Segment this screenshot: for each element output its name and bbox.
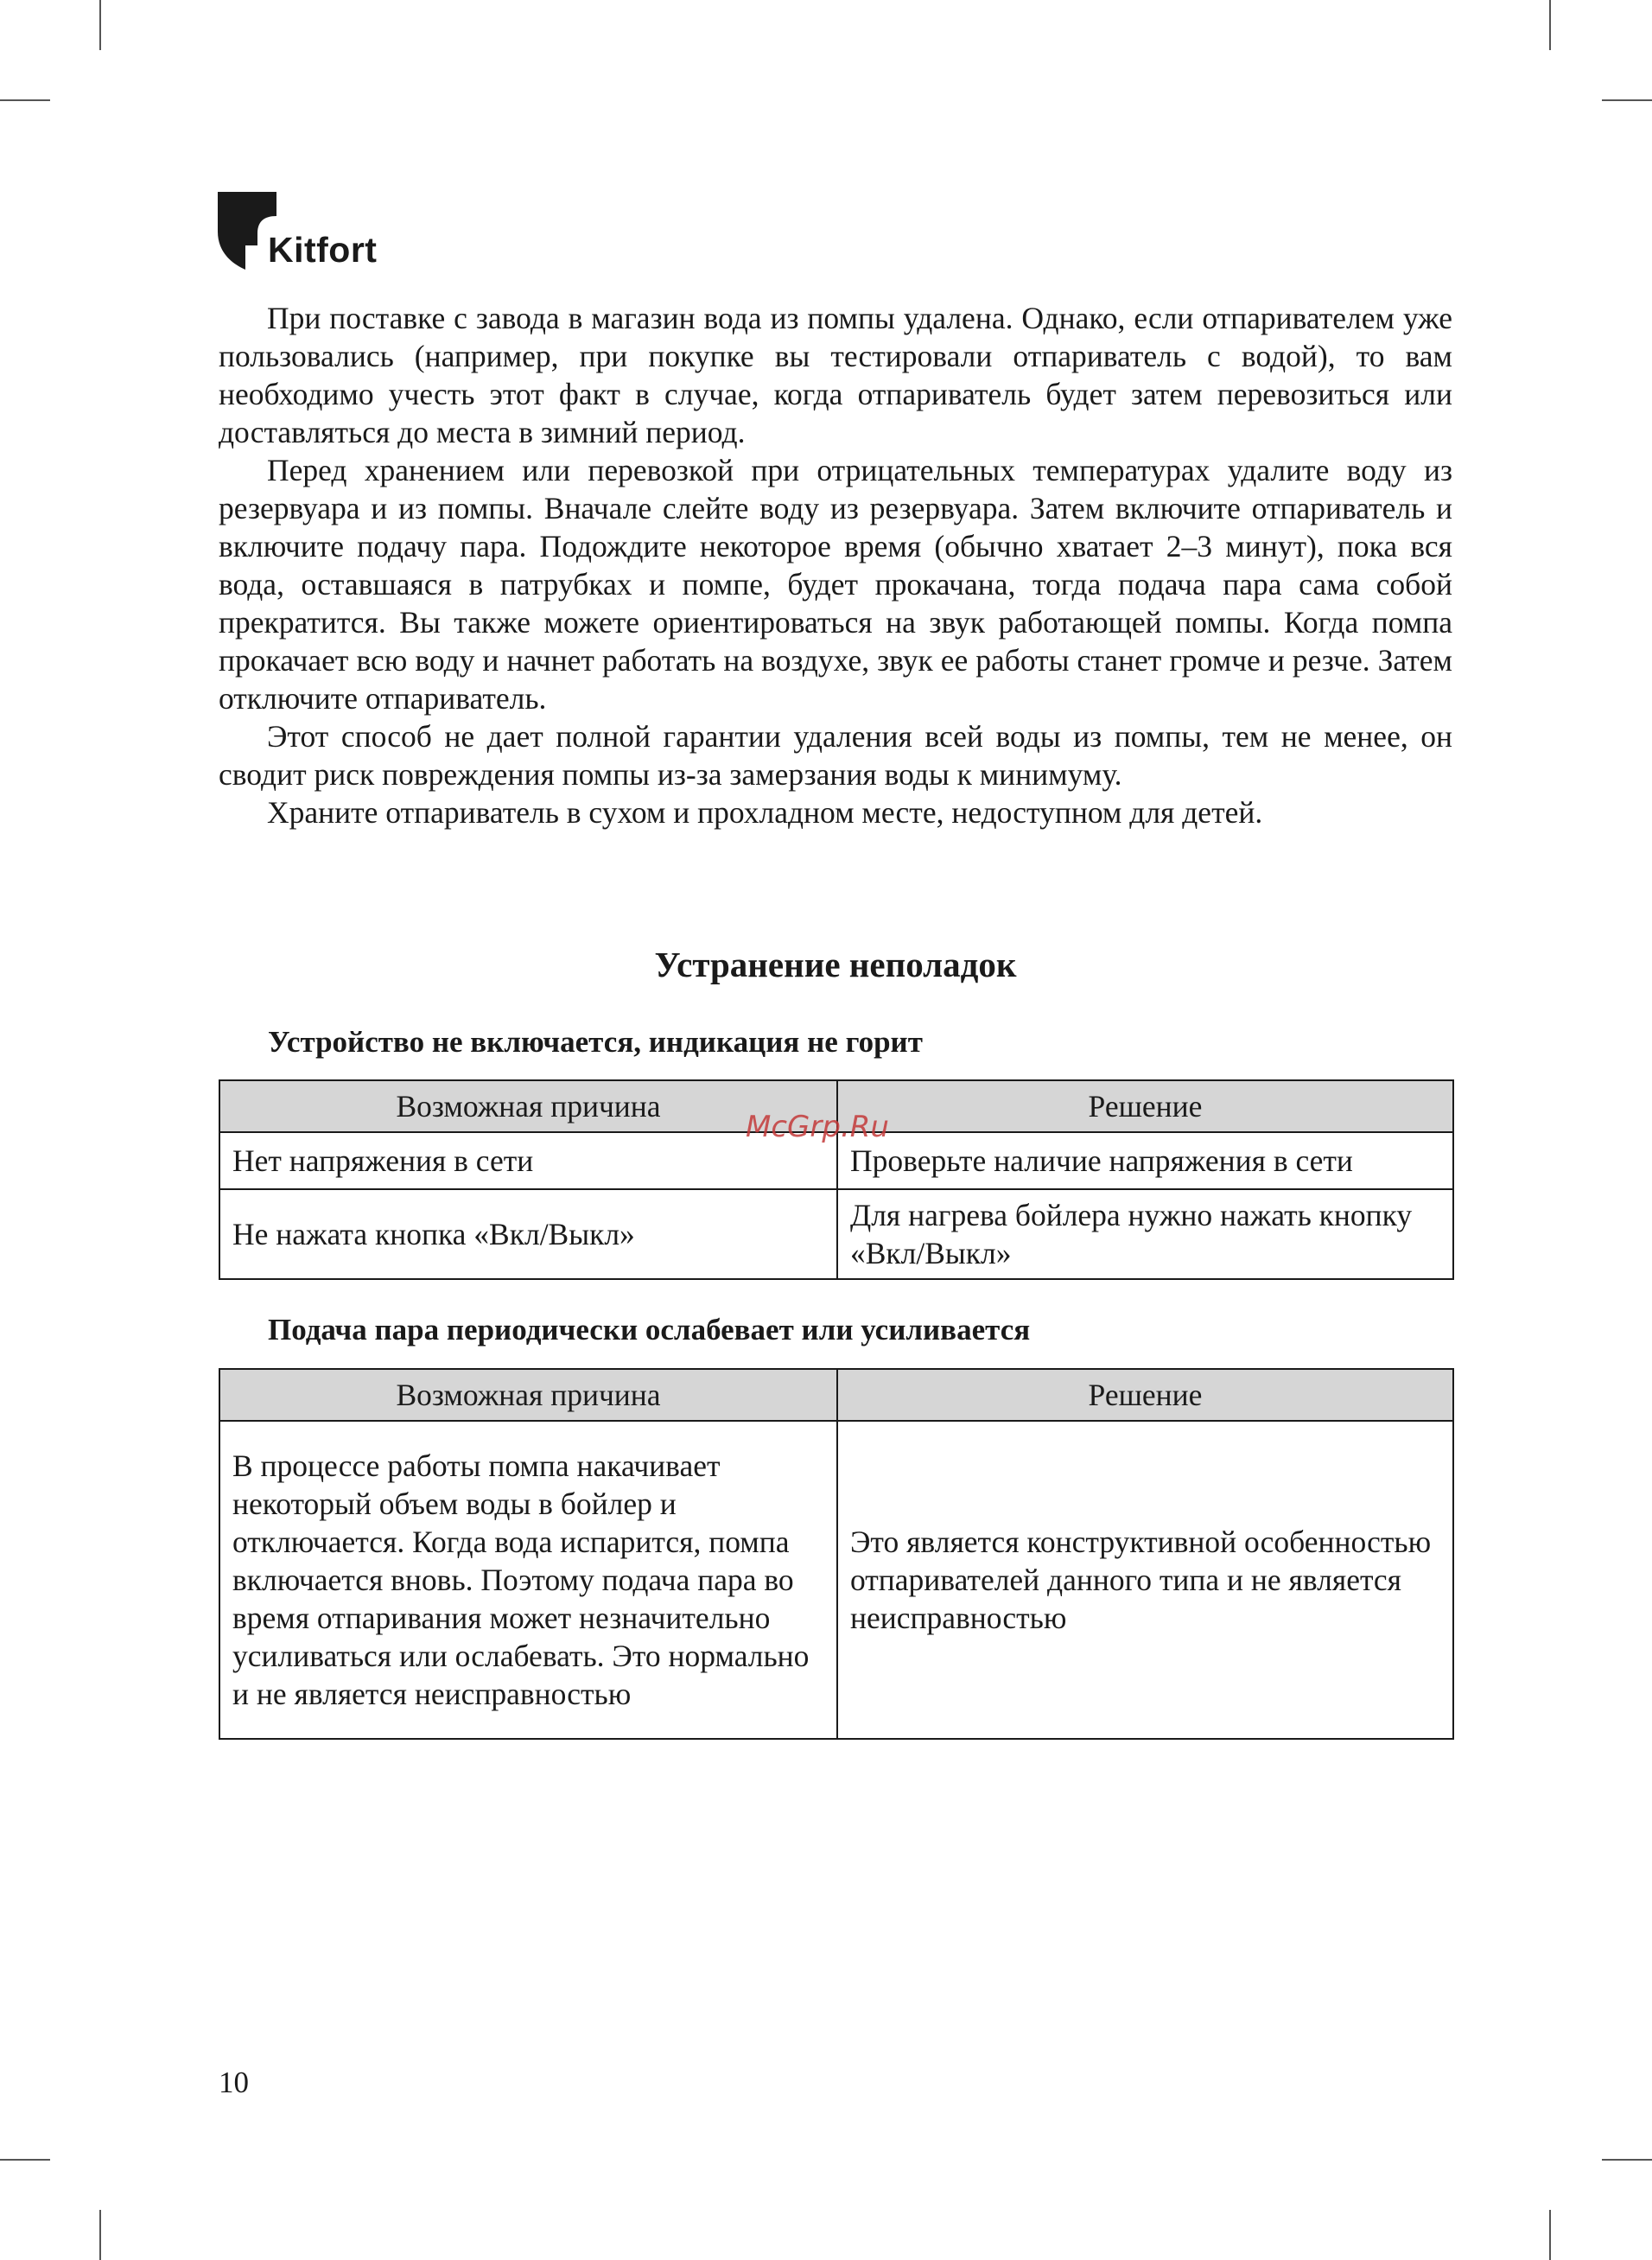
crop-mark xyxy=(99,2210,101,2260)
crop-mark xyxy=(99,0,101,50)
table-row xyxy=(219,1421,1453,1739)
crop-mark xyxy=(1549,2210,1551,2260)
section-title: Устранение неполадок xyxy=(654,945,1017,984)
crop-mark xyxy=(1549,0,1551,50)
solution-cell: Проверьте наличие напряжения в сети xyxy=(837,1132,1453,1189)
solution-cell: Для нагрева бойлера нужно нажать кнопку «Вкл/Выкл» xyxy=(837,1189,1453,1279)
table-header-row xyxy=(219,1369,1453,1421)
page-number: 10 xyxy=(219,2066,249,2099)
watermark: McGrp.Ru xyxy=(746,1110,889,1144)
crop-mark xyxy=(0,99,50,101)
troubleshooting-table xyxy=(219,1368,1454,1740)
column-header-solution: Решение xyxy=(837,1369,1453,1421)
crop-mark xyxy=(1602,2159,1652,2161)
column-header-cause: Возможная причина xyxy=(219,1369,837,1421)
cause-cell: Не нажата кнопка «Вкл/Выкл» xyxy=(219,1189,837,1279)
paragraph: Храните отпариватель в сухом и прохладном месте, недоступном для детей. xyxy=(267,795,1263,830)
cause-cell: В процессе работы помпа накачивает некоторый объем воды в бойлер и отключается. Когда вода испарится, помпа включается вновь. Поэтому подача пара во время отпаривания может незначительно усиливаться или ослабевать. Это нормально и не является неисправностью xyxy=(219,1421,837,1739)
solution-cell: Это является конструктивной особенностью отпаривателей данного типа и не является неисправностью xyxy=(837,1421,1453,1739)
brand-name: Kitfort xyxy=(268,230,378,270)
intro-text xyxy=(219,299,1452,831)
paragraph: При поставке с завода в магазин вода из помпы удалена. Однако, если отпаривателем уже пользовались (например, при покупке вы тестировали отпариватель с водой), то вам необходимо учесть этот факт в случае, когда отпариватель будет затем перевозиться или доставляться до места в зимний период. xyxy=(219,301,1452,449)
crop-mark xyxy=(1602,99,1652,101)
cause-cell: Нет напряжения в сети xyxy=(219,1132,837,1189)
table-heading: Подача пара периодически ослабевает или усиливается xyxy=(268,1313,1031,1346)
column-header-solution: Решение xyxy=(837,1080,1453,1132)
crop-mark xyxy=(0,2159,50,2161)
table-heading: Устройство не включается, индикация не горит xyxy=(268,1025,923,1059)
kitfort-logo xyxy=(218,192,391,275)
table-row xyxy=(219,1189,1453,1279)
column-header-cause: Возможная причина xyxy=(219,1080,837,1132)
paragraph: Перед хранением или перевозкой при отрицательных температурах удалите воду из резервуара и из помпы. Вначале слейте воду из резервуара. Затем включите отпариватель и включите подачу пара. Подождите некоторое время (обычно хватает 2–3 минут), пока вся вода, оставшаяся в патрубках и помпе, будет прокачана, тогда подача пара сама собой прекратится. Вы также можете ориентироваться на звук работающей помпы. Когда помпа прокачает всю воду и начнет работать на воздухе, звук ее работы станет громче и резче. Затем отключите отпариватель. xyxy=(219,453,1452,716)
paragraph: Этот способ не дает полной гарантии удаления всей воды из помпы, тем не менее, он сводит риск повреждения помпы из-за замерзания воды к минимуму. xyxy=(219,719,1452,792)
